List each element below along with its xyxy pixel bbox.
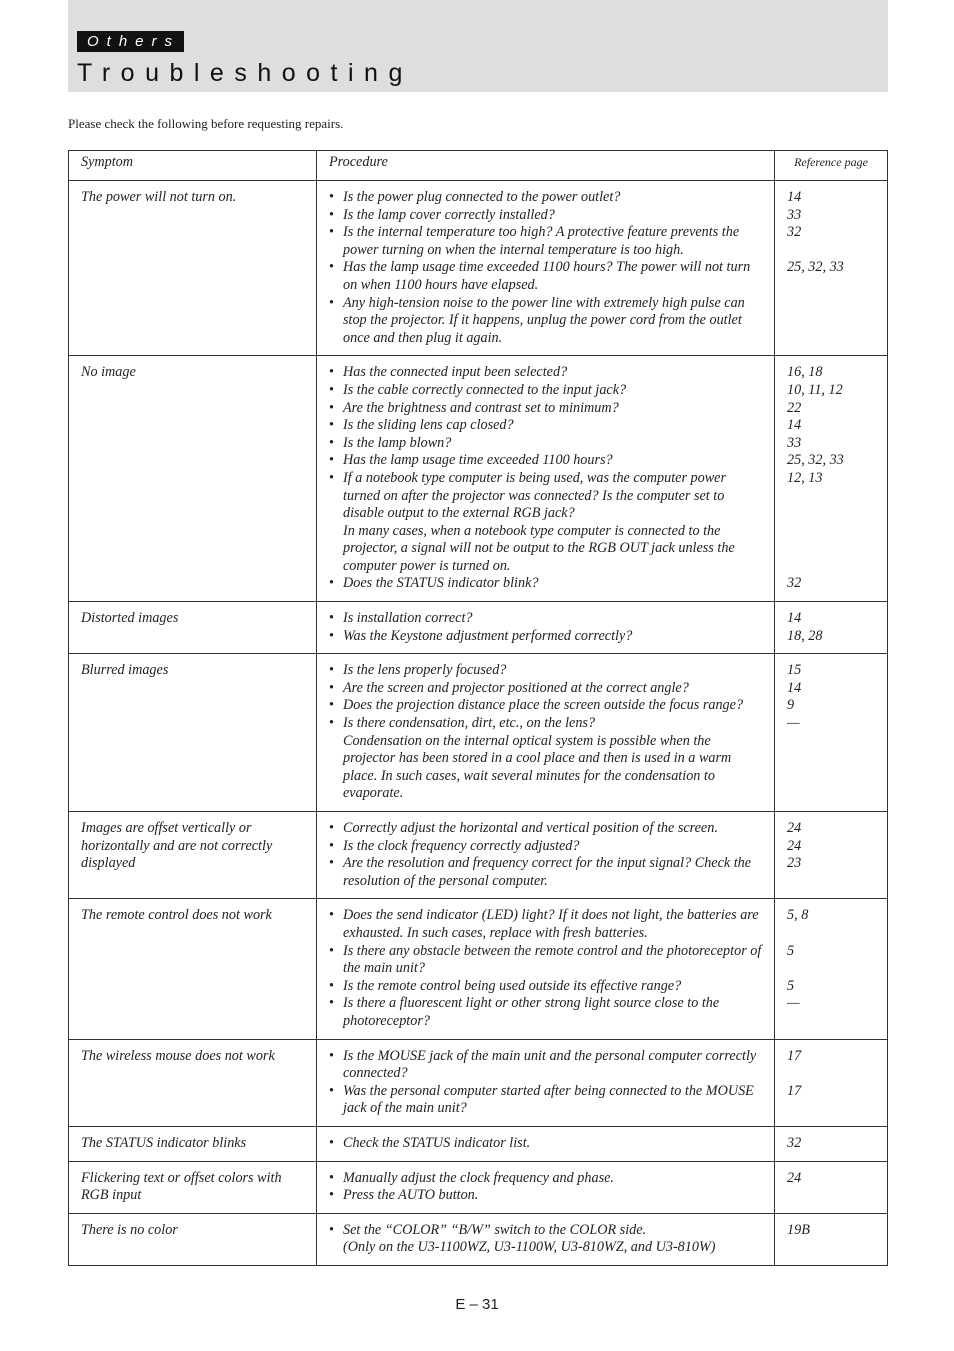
reference-cell bbox=[775, 181, 888, 356]
table-row bbox=[69, 602, 888, 654]
table-row bbox=[69, 812, 888, 899]
reference-page: 5 bbox=[787, 942, 795, 959]
procedure-item bbox=[329, 610, 766, 628]
reference-cell bbox=[775, 1126, 888, 1161]
procedure-item bbox=[329, 400, 766, 418]
reference-page: 14 bbox=[787, 679, 802, 696]
procedure-item bbox=[329, 943, 766, 978]
reference-page: 14 bbox=[787, 189, 802, 205]
procedure-item bbox=[329, 1048, 766, 1083]
symptom-cell: Distorted images bbox=[69, 602, 317, 654]
reference-page bbox=[787, 960, 879, 978]
procedure-item-text: Is the cable correctly connected to the input jack? bbox=[343, 381, 627, 398]
procedure-item-text: If a notebook type computer is being used, was the computer power turned on after the projector was connected? Is the computer set to disable output to the external RGB jack? bbox=[343, 469, 726, 522]
procedure-item bbox=[329, 1187, 766, 1205]
procedure-item-text: Is the sliding lens cap closed? bbox=[343, 417, 514, 434]
table-row bbox=[69, 356, 888, 602]
procedure-item-text: Are the resolution and frequency correct for the input signal? Check the resolution of the personal computer. bbox=[343, 855, 752, 889]
table-row bbox=[69, 1161, 888, 1213]
reference-page: 25, 32, 33 bbox=[787, 452, 844, 469]
reference-cell bbox=[775, 1213, 888, 1265]
procedure-item-text: Is the power plug connected to the power outlet? bbox=[343, 189, 621, 205]
procedure-item bbox=[329, 1222, 766, 1257]
procedure-item-text: Set the “COLOR” “B/W” switch to the COLOR side. bbox=[343, 1221, 647, 1238]
procedure-list bbox=[329, 610, 766, 645]
procedure-item-text: Does the send indicator (LED) light? If it does not light, the batteries are exhausted. In such cases, replace with fresh batteries. bbox=[343, 907, 759, 941]
procedure-item-text: Are the brightness and contrast set to minimum? bbox=[343, 399, 619, 416]
reference-page: 14 bbox=[787, 610, 802, 627]
symptom-cell: No image bbox=[69, 356, 317, 602]
procedure-list bbox=[329, 907, 766, 1030]
reference-page: 32 bbox=[787, 224, 802, 241]
intro-text: Please check the following before requesting repairs. bbox=[68, 116, 344, 131]
procedure-item bbox=[329, 697, 766, 715]
procedure-item-text: Is there condensation, dirt, etc., on the lens? bbox=[343, 715, 596, 732]
procedure-item bbox=[329, 995, 766, 1030]
reference-page: 24 bbox=[787, 820, 802, 836]
procedure-item-text: Is the remote control being used outside its effective range? bbox=[343, 977, 682, 994]
reference-page bbox=[787, 505, 879, 523]
procedure-list bbox=[329, 820, 766, 890]
reference-page: 32 bbox=[787, 575, 802, 592]
table-header-row bbox=[69, 151, 888, 181]
procedure-list bbox=[329, 662, 766, 803]
procedure-cell bbox=[317, 181, 775, 356]
procedure-item bbox=[329, 364, 766, 382]
table-row bbox=[69, 1213, 888, 1265]
procedure-item bbox=[329, 838, 766, 856]
reference-page: 14 bbox=[787, 417, 802, 434]
procedure-item-text: Is the lamp cover correctly installed? bbox=[343, 206, 555, 223]
reference-page: 24 bbox=[787, 1169, 802, 1186]
procedure-cell bbox=[317, 1039, 775, 1126]
reference-page: 33 bbox=[787, 206, 802, 223]
procedure-item bbox=[329, 715, 766, 803]
procedure-item-text: Check the STATUS indicator list. bbox=[343, 1134, 531, 1151]
header-reference-page: Reference page bbox=[775, 151, 888, 181]
symptom-cell: Images are offset vertically or horizontally and are not correctly displayed bbox=[69, 812, 317, 899]
symptom-cell: Blurred images bbox=[69, 654, 317, 812]
procedure-item-text: Does the STATUS indicator blink? bbox=[343, 575, 539, 592]
procedure-item bbox=[329, 224, 766, 259]
procedure-item-note: (Only on the U3-1100WZ, U3-1100W, U3-810WZ, and U3-810W) bbox=[343, 1239, 716, 1256]
reference-page: — bbox=[787, 715, 800, 732]
procedure-item bbox=[329, 662, 766, 680]
reference-page: 5 bbox=[787, 977, 795, 994]
procedure-item-note: Condensation on the internal optical system is possible when the projector has been stored in a cool place and then is used in a warm place. In such cases, wait several minutes for the condensation to evaporate. bbox=[343, 732, 732, 802]
reference-page: 17 bbox=[787, 1082, 802, 1099]
procedure-item bbox=[329, 189, 766, 207]
procedure-list bbox=[329, 1048, 766, 1118]
symptom-cell: Flickering text or offset colors with RGB input bbox=[69, 1161, 317, 1213]
procedure-list bbox=[329, 1170, 766, 1205]
procedure-item-text: Was the personal computer started after being connected to the MOUSE jack of the main unit? bbox=[343, 1082, 754, 1117]
reference-page: 32 bbox=[787, 1134, 802, 1151]
procedure-item-text: Is installation correct? bbox=[343, 610, 473, 627]
reference-page bbox=[787, 925, 879, 943]
procedure-item-text: Has the lamp usage time exceeded 1100 hours? The power will not turn on when 1100 hours have elapsed. bbox=[343, 259, 751, 293]
procedure-item bbox=[329, 628, 766, 646]
reference-cell bbox=[775, 356, 888, 602]
procedure-list bbox=[329, 1135, 766, 1153]
reference-page: 10, 11, 12 bbox=[787, 381, 843, 398]
reference-page: 25, 32, 33 bbox=[787, 259, 844, 276]
reference-page: 22 bbox=[787, 399, 802, 416]
reference-page bbox=[787, 1065, 879, 1083]
table-row bbox=[69, 181, 888, 356]
troubleshooting-table bbox=[68, 150, 888, 1266]
procedure-cell bbox=[317, 1126, 775, 1161]
procedure-cell bbox=[317, 356, 775, 602]
procedure-item bbox=[329, 680, 766, 698]
procedure-cell bbox=[317, 812, 775, 899]
reference-page bbox=[787, 242, 879, 260]
procedure-item bbox=[329, 417, 766, 435]
procedure-cell bbox=[317, 899, 775, 1039]
reference-page: 24 bbox=[787, 837, 802, 854]
page-number: E – 31 bbox=[455, 1296, 499, 1313]
procedure-item bbox=[329, 1170, 766, 1188]
reference-page: 18, 28 bbox=[787, 627, 823, 644]
reference-page: 12, 13 bbox=[787, 469, 823, 486]
procedure-cell bbox=[317, 602, 775, 654]
reference-page: 17 bbox=[787, 1047, 802, 1064]
procedure-item-text: Is the internal temperature too high? A protective feature prevents the power turning on when the internal temperature is too high. bbox=[343, 224, 740, 258]
reference-cell bbox=[775, 602, 888, 654]
section-tag: Others bbox=[77, 31, 184, 52]
procedure-item-text: Has the connected input been selected? bbox=[343, 364, 568, 381]
reference-page: 19B bbox=[787, 1221, 810, 1238]
procedure-item bbox=[329, 1135, 766, 1153]
procedure-item bbox=[329, 820, 766, 838]
procedure-item bbox=[329, 1083, 766, 1118]
procedure-item-text: Does the projection distance place the screen outside the focus range? bbox=[343, 697, 744, 714]
symptom-cell: The remote control does not work bbox=[69, 899, 317, 1039]
procedure-item-text: Are the screen and projector positioned at the correct angle? bbox=[343, 679, 689, 696]
procedure-cell bbox=[317, 1161, 775, 1213]
procedure-item bbox=[329, 855, 766, 890]
procedure-item-text: Is there a fluorescent light or other strong light source close to the photoreceptor? bbox=[343, 995, 720, 1029]
symptom-cell: The power will not turn on. bbox=[69, 181, 317, 356]
header-symptom: Symptom bbox=[69, 151, 317, 181]
reference-page: 33 bbox=[787, 434, 802, 451]
procedure-item-text: Is there any obstacle between the remote control and the photoreceptor of the main unit? bbox=[343, 942, 762, 977]
table-row bbox=[69, 654, 888, 812]
procedure-item bbox=[329, 207, 766, 225]
symptom-cell: The wireless mouse does not work bbox=[69, 1039, 317, 1126]
procedure-item bbox=[329, 295, 766, 348]
procedure-item bbox=[329, 452, 766, 470]
page-header bbox=[68, 0, 888, 92]
procedure-list bbox=[329, 189, 766, 347]
procedure-item-text: Manually adjust the clock frequency and phase. bbox=[343, 1169, 614, 1186]
reference-page bbox=[787, 558, 879, 576]
reference-cell bbox=[775, 812, 888, 899]
procedure-item bbox=[329, 435, 766, 453]
procedure-list bbox=[329, 1222, 766, 1257]
procedure-item bbox=[329, 259, 766, 294]
table-row bbox=[69, 899, 888, 1039]
procedure-item-text: Press the AUTO button. bbox=[343, 1187, 479, 1204]
procedure-item-text: Correctly adjust the horizontal and vertical position of the screen. bbox=[343, 820, 718, 836]
symptom-cell: There is no color bbox=[69, 1213, 317, 1265]
reference-page bbox=[787, 540, 879, 558]
page-title: Troubleshooting bbox=[77, 59, 413, 87]
procedure-item-text: Was the Keystone adjustment performed correctly? bbox=[343, 627, 633, 644]
procedure-cell bbox=[317, 1213, 775, 1265]
procedure-item-text: Any high-tension noise to the power line with extremely high pulse can stop the projector. If it happens, unplug the power cord from the outlet once and then plug it again. bbox=[343, 294, 745, 346]
reference-cell bbox=[775, 899, 888, 1039]
procedure-list bbox=[329, 364, 766, 593]
reference-page: 9 bbox=[787, 697, 795, 714]
procedure-item bbox=[329, 470, 766, 576]
procedure-item bbox=[329, 382, 766, 400]
procedure-item-text: Is the clock frequency correctly adjusted? bbox=[343, 837, 580, 854]
procedure-item bbox=[329, 978, 766, 996]
reference-page: 5, 8 bbox=[787, 907, 809, 924]
reference-page bbox=[787, 488, 879, 506]
reference-page: — bbox=[787, 995, 800, 1012]
procedure-item-text: Is the lamp blown? bbox=[343, 434, 452, 451]
procedure-item bbox=[329, 575, 766, 593]
reference-page: 15 bbox=[787, 662, 802, 679]
table-body bbox=[69, 181, 888, 1266]
procedure-item-note: In many cases, when a notebook type computer is connected to the projector, a signal will not be output to the RGB OUT jack unless the computer power is turned on. bbox=[343, 522, 735, 574]
reference-page: 23 bbox=[787, 855, 802, 872]
reference-cell bbox=[775, 1161, 888, 1213]
procedure-item-text: Is the lens properly focused? bbox=[343, 662, 507, 679]
table-row bbox=[69, 1039, 888, 1126]
header-procedure: Procedure bbox=[317, 151, 775, 181]
reference-page: 16, 18 bbox=[787, 364, 823, 381]
table-row bbox=[69, 1126, 888, 1161]
reference-page bbox=[787, 523, 879, 541]
reference-cell bbox=[775, 654, 888, 812]
procedure-item-text: Has the lamp usage time exceeded 1100 hours? bbox=[343, 452, 613, 469]
procedure-item-text: Is the MOUSE jack of the main unit and the personal computer correctly connected? bbox=[343, 1047, 757, 1082]
symptom-cell: The STATUS indicator blinks bbox=[69, 1126, 317, 1161]
procedure-cell bbox=[317, 654, 775, 812]
procedure-item bbox=[329, 907, 766, 942]
reference-cell bbox=[775, 1039, 888, 1126]
